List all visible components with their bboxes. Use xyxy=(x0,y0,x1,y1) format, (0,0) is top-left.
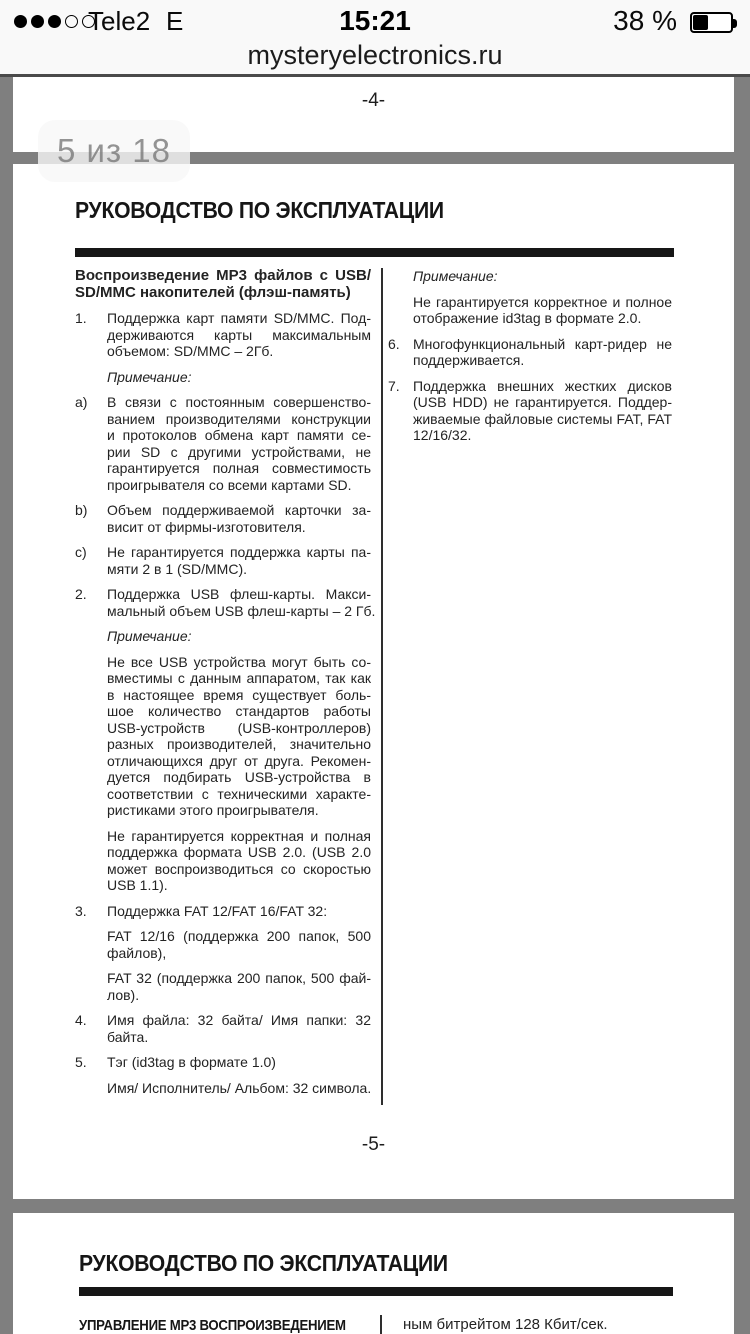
text-line: отображение id3tag в формате 2.0. xyxy=(413,310,642,326)
heading-rule xyxy=(75,248,674,257)
text-line: FAT 32 (поддержка 200 папок, 500 фай- xyxy=(107,970,371,986)
body-text-fragment: ным битрейтом 128 Кбит/сек. xyxy=(403,1316,608,1333)
text-line: Не гарантируется корректное и полное xyxy=(413,293,672,310)
text-line: объемом: SD/MMC – 2Гб. xyxy=(107,343,274,359)
text-line: Поддержка USB флеш-карты. Макси- xyxy=(107,586,371,602)
battery-percent-label: 38 % xyxy=(613,5,677,36)
url-bar[interactable] xyxy=(0,38,750,72)
paragraph xyxy=(75,1080,371,1097)
list-marker: 7. xyxy=(388,377,400,394)
text-line: USB 1.1). xyxy=(107,877,168,893)
page-indicator-overlay xyxy=(38,120,190,182)
list-marker: b) xyxy=(75,502,88,518)
text-line: разных производителей, значительно xyxy=(107,736,371,752)
list-marker: 4. xyxy=(75,1012,87,1028)
text-line: Поддержка карт памяти SD/MMC. Под- xyxy=(107,310,371,326)
text-line: Многофункциональный карт-ридер не xyxy=(413,335,672,352)
text-line: держиваются карты максимальным xyxy=(107,326,371,343)
text-line: Объем поддерживаемой карточки за- xyxy=(107,502,371,518)
paragraph xyxy=(75,970,371,1003)
battery-fill xyxy=(693,15,708,30)
column-divider xyxy=(381,268,383,1105)
text-line: отличающихся друг от друга. Рекомен- xyxy=(107,752,371,769)
page-indicator-label: 5 из 18 xyxy=(57,132,171,169)
text-line: мальный объем USB флеш-карты – 2 Гб. xyxy=(107,602,376,619)
paragraph xyxy=(75,654,371,819)
paragraph xyxy=(75,1054,371,1071)
text-line: Не гарантируется корректная и полная xyxy=(107,827,371,844)
text-line: лов). xyxy=(107,986,140,1003)
text-line: Воспроизведение MP3 файлов с USB/ xyxy=(75,267,371,284)
battery-nub xyxy=(733,19,737,28)
paragraph xyxy=(75,310,371,360)
paragraph xyxy=(75,1012,371,1045)
pdf-page-6 xyxy=(13,1213,734,1334)
url-domain: mysteryelectronics.ru xyxy=(247,40,503,70)
text-line: гарантируется полная совместимость xyxy=(107,460,371,476)
battery-icon xyxy=(690,12,733,33)
text-line: дуется подбирать USB-устройства в xyxy=(107,769,371,785)
text-line: проигрывателя со всеми картами SD. xyxy=(107,476,352,493)
text-line: байта. xyxy=(107,1028,149,1045)
text-line: FAT 12/16 (поддержка 200 папок, 500 xyxy=(107,928,371,944)
manual-heading: РУКОВОДСТВО ПО ЭКСПЛУАТАЦИИ xyxy=(79,1250,448,1276)
page-number-footer: -4- xyxy=(361,90,386,111)
text-line: ристиками этого проигрывателя. xyxy=(107,802,319,818)
list-marker: 5. xyxy=(75,1054,87,1070)
text-line: Поддержка FAT 12/FAT 16/FAT 32: xyxy=(107,902,328,919)
text-line: мяти 2 в 1 (SD/MMC). xyxy=(107,560,247,577)
text-line: поддержка формата USB 2.0. (USB 2.0 xyxy=(107,844,371,860)
heading-rule xyxy=(79,1287,673,1296)
network-type-label: E xyxy=(166,6,184,36)
list-marker: a) xyxy=(75,394,88,410)
text-line: висит от фирмы-изготовителя. xyxy=(107,518,306,535)
text-line: Поддержка внешних жестких дисков xyxy=(413,377,672,394)
text-line: (USB HDD) не гарантируется. Поддер- xyxy=(413,394,672,410)
paragraph xyxy=(388,294,672,327)
text-line: соответствии с техническими характе- xyxy=(107,785,371,802)
paragraph xyxy=(75,586,376,619)
paragraph xyxy=(75,394,371,493)
text-line: 12/16/32. xyxy=(413,427,472,443)
text-line: поддерживается. xyxy=(413,352,525,368)
text-line: Не гарантируется поддержка карты па- xyxy=(107,544,371,560)
status-bar xyxy=(0,0,750,40)
list-marker: c) xyxy=(75,544,87,560)
pdf-page-5 xyxy=(13,164,734,1199)
text-line: рии SD с другими устройствами, не xyxy=(107,443,371,460)
paragraph xyxy=(388,378,672,444)
note-label xyxy=(388,268,672,285)
list-marker: 2. xyxy=(75,586,87,602)
text-line: файлов), xyxy=(107,944,167,961)
text-line: может воспроизводиться со скоростью xyxy=(107,860,371,877)
column-divider xyxy=(380,1315,382,1334)
status-time: 15:21 xyxy=(339,5,411,36)
text-line: Имя/ Исполнитель/ Альбом: 32 символа. xyxy=(107,1079,372,1096)
text-line: В связи с постоянным совершенство- xyxy=(107,394,371,410)
paragraph xyxy=(75,903,371,920)
text-line: Примечание: xyxy=(107,628,192,644)
text-line: USB-устройств (USB-контроллеров) xyxy=(107,719,371,736)
text-line: Не все USB устройства могут быть со- xyxy=(107,653,371,670)
page-number-footer: -5- xyxy=(361,1134,386,1155)
text-line: и протоколов обмена карт памяти се- xyxy=(107,427,371,443)
paragraph xyxy=(75,268,371,301)
text-line: Тэг (id3tag в формате 1.0) xyxy=(107,1054,276,1070)
left-text-column xyxy=(75,267,376,1105)
note-label xyxy=(75,369,371,386)
paragraph xyxy=(388,336,672,369)
text-line: Примечание: xyxy=(107,368,192,385)
text-line: Имя файла: 32 байта/ Имя папки: 32 xyxy=(107,1012,371,1028)
paragraph xyxy=(75,928,371,961)
list-marker: 6. xyxy=(388,335,400,352)
text-line: вместимы с данным аппаратом, так как xyxy=(107,670,371,686)
section-heading: УПРАВЛЕНИЕ MP3 ВОСПРОИЗВЕДЕНИЕМ xyxy=(79,1317,346,1334)
note-label xyxy=(75,628,371,645)
right-text-column xyxy=(388,268,672,453)
text-line: в настоящее время существует боль- xyxy=(107,686,371,703)
manual-heading: РУКОВОДСТВО ПО ЭКСПЛУАТАЦИИ xyxy=(75,197,444,223)
browser-top-bar xyxy=(0,0,750,77)
text-line: шое количество стандартов работы xyxy=(107,703,371,719)
text-line: Примечание: xyxy=(413,268,498,284)
paragraph xyxy=(75,502,371,535)
carrier-label: Tele2 xyxy=(88,6,151,36)
paragraph xyxy=(75,828,371,894)
list-marker: 3. xyxy=(75,902,87,919)
paragraph xyxy=(75,544,371,577)
text-line: живаемые файловые системы FAT, FAT xyxy=(413,410,672,427)
text-line: ванием производителями конструкции xyxy=(107,410,371,427)
text-line: SD/MMC накопителей (флэш-память) xyxy=(75,283,351,301)
pdf-scroll-area[interactable] xyxy=(0,77,750,1334)
list-marker: 1. xyxy=(75,310,87,326)
